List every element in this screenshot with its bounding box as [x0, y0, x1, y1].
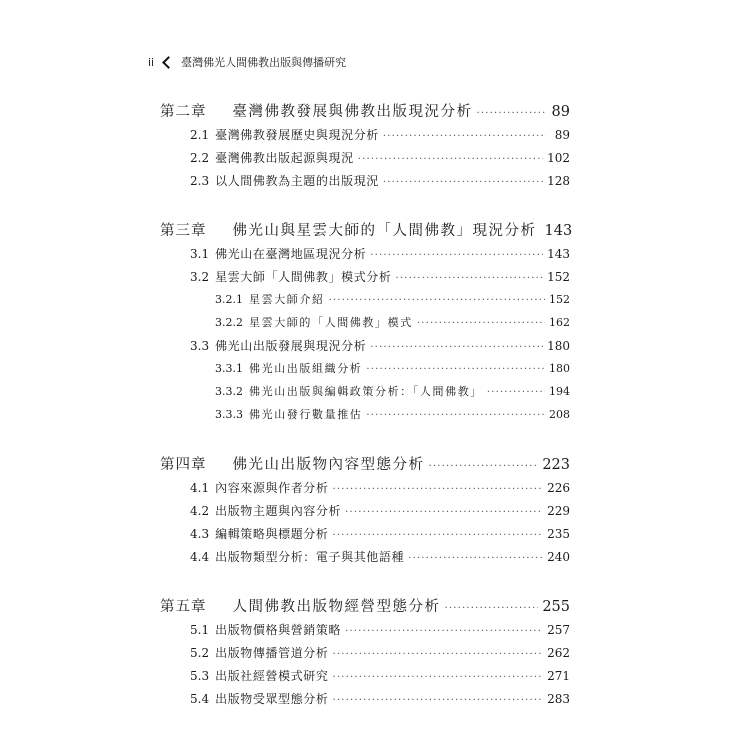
toc-section-entry[interactable] [160, 667, 570, 690]
toc-section-entry[interactable] [160, 479, 570, 502]
toc-title: 臺灣佛教發展歷史與現況分析 [215, 128, 379, 142]
chapter-block [160, 595, 570, 713]
toc-number: 第四章 [160, 457, 207, 473]
toc-page-number: 223 [542, 457, 570, 473]
toc-title: 以人間佛教為主題的出版現況 [215, 174, 379, 188]
toc-title: 佛光山在臺灣地區現況分析 [215, 247, 367, 261]
dot-leader [477, 108, 547, 119]
toc-page-number: 89 [554, 128, 570, 142]
page-number: ii [148, 55, 155, 69]
toc-title: 佛光山出版發展與現況分析 [215, 339, 367, 353]
toc-page-number: 143 [547, 247, 570, 261]
toc-section-entry[interactable] [160, 126, 570, 149]
dot-leader [445, 603, 539, 614]
toc-section-entry[interactable] [160, 337, 570, 360]
toc-number: 2.3 [190, 174, 210, 188]
toc-chapter-entry[interactable] [160, 595, 570, 621]
toc-number: 3.3 [190, 339, 210, 353]
toc-page-number: 262 [547, 646, 570, 660]
toc-section-entry[interactable] [160, 502, 570, 525]
toc-chapter-entry[interactable] [160, 219, 573, 245]
toc-title: 人間佛教出版物經營型態分析 [232, 599, 441, 615]
dot-leader [383, 131, 546, 142]
dot-leader [487, 387, 545, 398]
toc-page-number: 255 [542, 599, 570, 615]
dot-leader [408, 553, 543, 564]
toc-number: 3.3.1 [215, 362, 243, 375]
toc-page-number: 152 [547, 270, 570, 284]
toc-section-entry[interactable] [160, 525, 570, 548]
dot-leader [329, 295, 545, 306]
toc-number: 第二章 [160, 104, 207, 120]
toc-number: 2.1 [190, 128, 210, 142]
running-header [148, 52, 346, 72]
dot-leader [333, 649, 544, 660]
dot-leader [333, 695, 544, 706]
chapter-block [160, 219, 573, 429]
toc-number: 3.1 [190, 247, 210, 261]
toc-title: 出版社經營模式研究 [215, 669, 329, 683]
toc-number: 第五章 [160, 599, 207, 615]
toc-title: 星雲大師介紹 [249, 293, 325, 306]
toc-number: 3.3.3 [215, 408, 243, 421]
toc-title: 佛光山出版組織分析 [249, 362, 363, 375]
dot-leader [366, 410, 545, 421]
toc-number: 4.2 [190, 504, 210, 518]
toc-section-entry[interactable] [160, 548, 570, 571]
toc-subsubsection-entry[interactable] [160, 406, 570, 429]
dot-leader [383, 177, 543, 188]
dot-leader [370, 342, 543, 353]
dot-leader [345, 626, 543, 637]
toc-chapter-entry[interactable] [160, 100, 570, 126]
toc-title: 佛光山發行數量推估 [249, 408, 363, 421]
toc-title: 出版物價格與營銷策略 [215, 623, 342, 637]
toc-title: 星雲大師「人間佛教」模式分析 [215, 270, 392, 284]
toc-number: 2.2 [190, 151, 210, 165]
toc-section-entry[interactable] [160, 149, 570, 172]
toc-page-number: 143 [544, 223, 573, 239]
toc-page-number: 271 [547, 669, 570, 683]
toc-title: 出版物主題與內容分析 [215, 504, 342, 518]
dot-leader [358, 154, 543, 165]
toc-section-entry[interactable] [160, 644, 570, 667]
dot-leader [429, 461, 539, 472]
toc-page-number: 283 [547, 692, 570, 706]
toc-title: 出版物受眾型態分析 [215, 692, 329, 706]
toc-section-entry[interactable] [160, 245, 570, 268]
toc-subsubsection-entry[interactable] [160, 314, 570, 337]
toc-page-number: 102 [547, 151, 570, 165]
toc-title: 編輯策略與標題分析 [215, 527, 329, 541]
toc-section-entry[interactable] [160, 268, 570, 291]
toc-page-number: 257 [547, 623, 570, 637]
toc-number: 4.4 [190, 550, 210, 564]
toc-number: 5.1 [190, 623, 210, 637]
dot-leader [333, 672, 544, 683]
toc-page-number: 162 [549, 316, 570, 329]
toc-title: 臺灣佛教發展與佛教出版現況分析 [232, 104, 473, 120]
toc-number: 4.1 [190, 481, 210, 495]
toc-chapter-entry[interactable] [160, 453, 570, 479]
dot-leader [345, 507, 543, 518]
toc-section-entry[interactable] [160, 172, 570, 195]
toc-number: 第三章 [160, 223, 207, 239]
toc-title: 臺灣佛教出版起源與現況 [215, 151, 354, 165]
table-of-contents [160, 100, 573, 737]
toc-page-number: 152 [549, 293, 570, 306]
toc-number: 3.3.2 [215, 385, 243, 398]
book-title: 臺灣佛光人間佛教出版與傳播研究 [181, 56, 347, 69]
toc-number: 3.2.1 [215, 293, 243, 306]
toc-title: 星雲大師的「人間佛教」模式 [249, 316, 413, 329]
toc-subsubsection-entry[interactable] [160, 291, 570, 314]
toc-page-number: 240 [547, 550, 570, 564]
toc-number: 5.3 [190, 669, 210, 683]
toc-title: 出版物類型分析：電子與其他語種 [215, 550, 405, 564]
dot-leader [396, 273, 544, 284]
toc-title: 內容來源與作者分析 [215, 481, 329, 495]
toc-page-number: 180 [547, 339, 570, 353]
toc-page-number: 208 [549, 408, 570, 421]
dot-leader [370, 250, 543, 261]
toc-number: 4.3 [190, 527, 210, 541]
toc-page-number: 229 [547, 504, 570, 518]
toc-subsubsection-entry[interactable] [160, 383, 570, 406]
toc-page-number: 235 [547, 527, 570, 541]
toc-number: 5.4 [190, 692, 210, 706]
toc-title: 佛光山出版物內容型態分析 [232, 457, 425, 473]
toc-number: 3.2 [190, 270, 210, 284]
toc-number: 5.2 [190, 646, 210, 660]
toc-page-number: 128 [547, 174, 570, 188]
toc-subsubsection-entry[interactable] [160, 360, 570, 383]
dot-leader [417, 318, 545, 329]
toc-title: 佛光山出版與編輯政策分析：「人間佛教」 [249, 385, 483, 398]
chevron-left-icon [162, 56, 175, 69]
chapter-block [160, 100, 570, 195]
toc-page-number: 194 [549, 385, 570, 398]
toc-page-number: 226 [547, 481, 570, 495]
dot-leader [366, 364, 545, 375]
toc-title: 佛光山與星雲大師的「人間佛教」現況分析 [232, 223, 537, 239]
toc-page-number: 89 [551, 104, 570, 120]
toc-section-entry[interactable] [160, 621, 570, 644]
chapter-block [160, 453, 570, 571]
toc-number: 3.2.2 [215, 316, 243, 329]
toc-title: 出版物傳播管道分析 [215, 646, 329, 660]
toc-page-number: 180 [549, 362, 570, 375]
dot-leader [333, 530, 544, 541]
dot-leader [333, 484, 544, 495]
toc-section-entry[interactable] [160, 690, 570, 713]
